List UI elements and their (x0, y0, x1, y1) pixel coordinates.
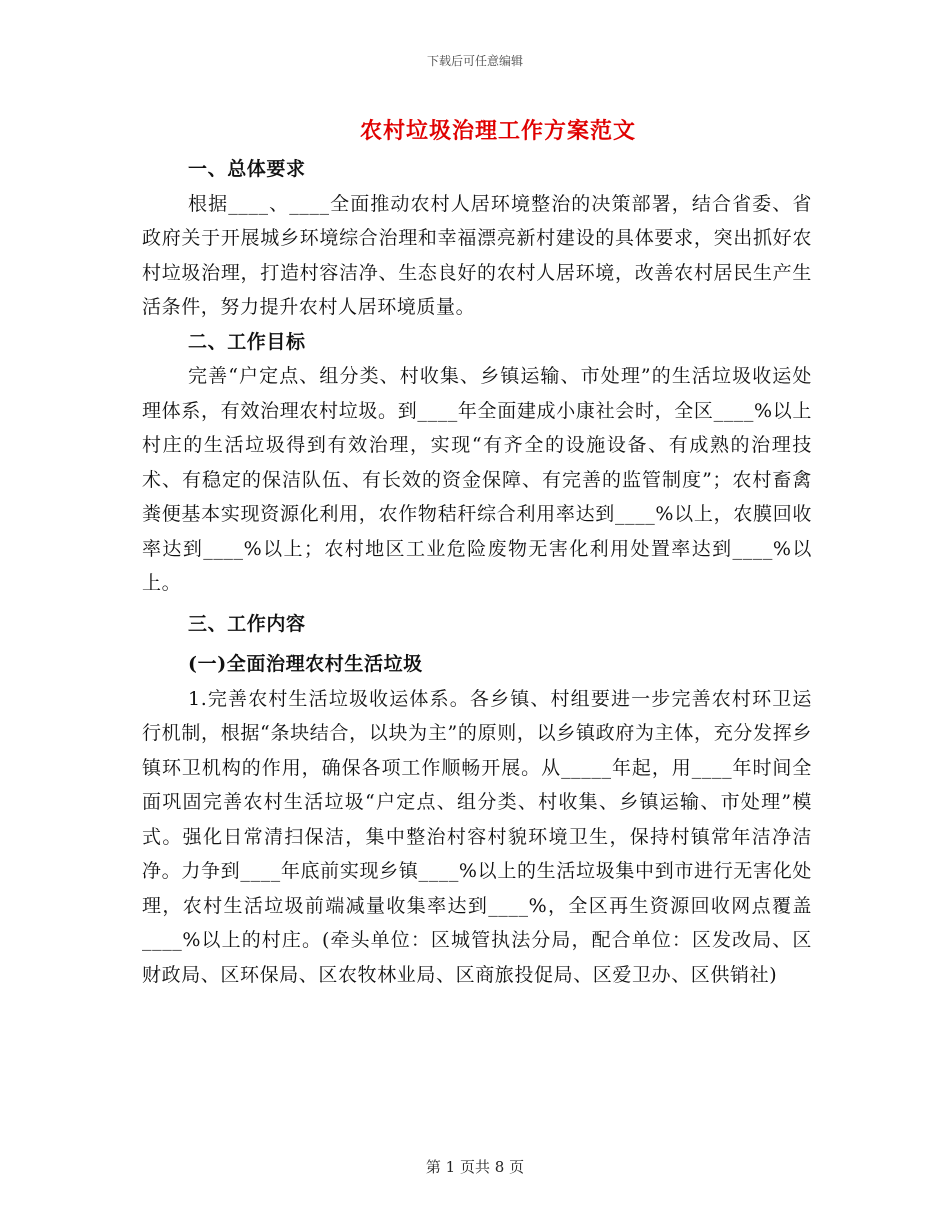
section-heading-work-goals: 二、工作目标 (188, 330, 306, 353)
page-number: 第 1 页共 8 页 (425, 1158, 525, 1176)
section-paragraph-work-content: 1.完善农村生活垃圾收运体系。各乡镇、村组要进一步完善农村环卫运行机制，根据“条块结合，以块为主”的原则，以乡镇政府为主体，充分发挥乡镇环卫机构的作用，确保各项工作顺畅开展。从_____年起，用____年时间全面巩固完善农村生活垃圾“户定点、组分类、村收集、乡镇运输、市处理”模式。强化日常清扫保洁，集中整治村容村貌环境卫生，保持村镇常年洁净洁净。力争到____年底前实现乡镇____%以上的生活垃圾集中到市进行无害化处理，农村生活垃圾前端减量收集率达到____%，全区再生资源回收网点覆盖____%以上的村庄。(牵头单位：区城管执法分局，配合单位：区发改局、区财政局、区环保局、区农牧林业局、区商旅投促局、区爱卫办、区供销社) (142, 687, 812, 986)
section-paragraph-general-requirements: 根据____、____全面推动农村人居环境整治的决策部署，结合省委、省政府关于开展城乡环境综合治理和幸福漂亮新村建设的具体要求，突出抓好农村垃圾治理，打造村容洁净、生态良好的农村人居环境，改善农村居民生产生活条件，努力提升农村人居环境质量。 (142, 192, 812, 318)
section-heading-work-content: 三、工作内容 (188, 612, 306, 635)
subsection-heading-rural-waste: (一)全面治理农村生活垃圾 (188, 653, 423, 675)
section-paragraph-work-goals: 完善“户定点、组分类、村收集、乡镇运输、市处理”的生活垃圾收运处理体系，有效治理农村垃圾。到____年全面建成小康社会时，全区____%以上村庄的生活垃圾得到有效治理，实现“有齐全的设施设备、有成熟的治理技术、有稳定的保洁队伍、有长效的资金保障、有完善的监管制度”；农村畜禽粪便基本实现资源化利用，农作物秸秆综合利用率达到____%以上，农膜回收率达到____%以上；农村地区工业危险废物无害化利用处置率达到____%以上。 (142, 365, 812, 594)
page-header-note: 下载后可任意编辑 (426, 54, 523, 68)
document-title: 农村垃圾治理工作方案范文 (359, 118, 636, 144)
document-body (142, 152, 812, 992)
section-heading-general-requirements: 一、总体要求 (188, 158, 306, 180)
